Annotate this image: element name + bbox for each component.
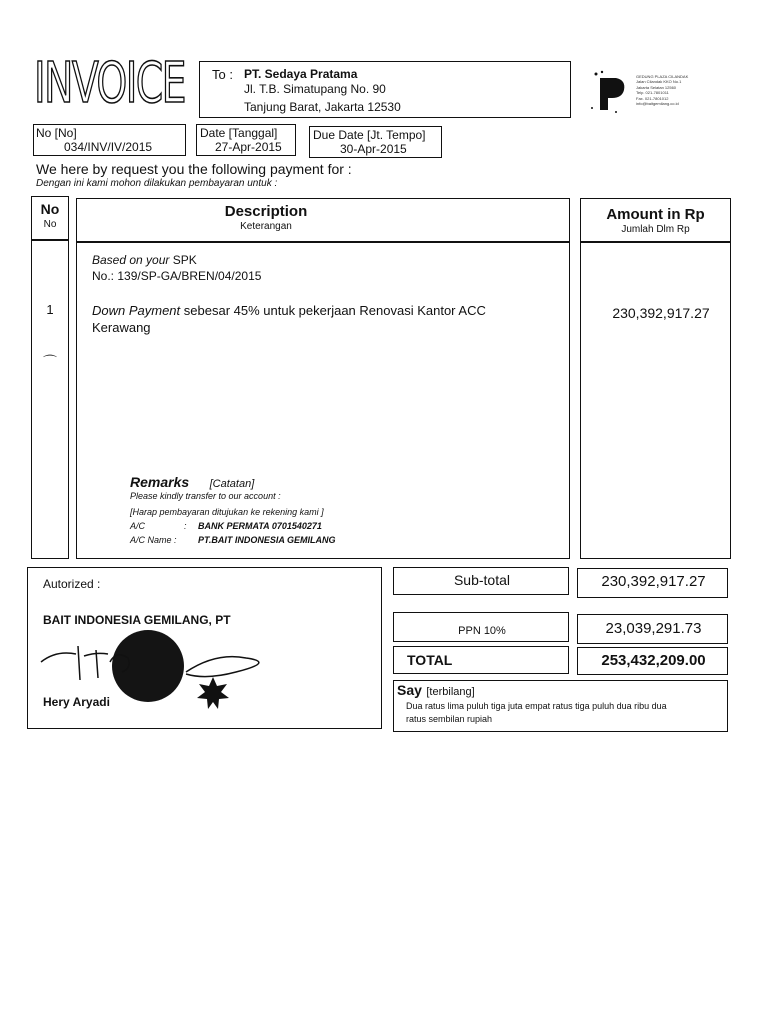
row-description-italic: Down Payment bbox=[92, 303, 181, 318]
remarks-title bbox=[130, 474, 254, 492]
total-value: 253,432,209.00 bbox=[601, 652, 706, 669]
header-divider bbox=[580, 241, 731, 243]
row-number: 1 bbox=[46, 302, 54, 317]
ppn-value-box bbox=[577, 614, 728, 644]
due-date-value: 30-Apr-2015 bbox=[340, 142, 407, 156]
subtotal-value: 230,392,917.27 bbox=[601, 573, 706, 590]
remarks-sublabel: [Catatan] bbox=[209, 478, 255, 490]
intro-text-id: Dengan ini kami mohon dilakukan pembayaran untuk : bbox=[36, 178, 278, 189]
authorized-label: Autorized : bbox=[43, 577, 101, 591]
to-address-1: Jl. T.B. Simatupang No. 90 bbox=[244, 82, 386, 96]
ppn-label: PPN 10% bbox=[458, 625, 506, 637]
logo-line: GEDUNG PLAZA CILANDAK bbox=[636, 74, 689, 79]
subtotal-label-box bbox=[393, 567, 569, 595]
no-column bbox=[31, 196, 69, 559]
to-box bbox=[199, 61, 571, 118]
no-header: No bbox=[40, 201, 60, 217]
description-header: Description bbox=[224, 203, 308, 220]
say-label: Say bbox=[397, 682, 422, 698]
ac-name-label: A/C Name : bbox=[130, 535, 177, 545]
row-amount: 230,392,917.27 bbox=[612, 305, 710, 321]
spk-text: SPK bbox=[172, 253, 197, 267]
logo-line: info@baitgemilang.co.id bbox=[636, 101, 679, 107]
remarks-label: Remarks bbox=[130, 474, 190, 490]
amount-column bbox=[580, 198, 731, 559]
to-address-2: Tanjung Barat, Jakarta 12530 bbox=[244, 100, 401, 114]
total-label-box bbox=[393, 646, 569, 674]
total-value-box bbox=[577, 647, 728, 675]
say-text-line1: Dua ratus lima puluh tiga juta empat ratus tiga puluh dua ribu dua bbox=[406, 701, 667, 711]
spk-reference bbox=[92, 253, 197, 267]
subtotal-label: Sub-total bbox=[453, 572, 511, 588]
spk-number: No.: 139/SP-GA/BREN/04/2015 bbox=[92, 269, 262, 283]
to-label: To : bbox=[212, 67, 233, 82]
date-label: Date [Tanggal] bbox=[200, 126, 278, 140]
remarks-line1: Please kindly transfer to our account : bbox=[130, 491, 281, 501]
invoice-number-label: No [No] bbox=[36, 126, 77, 140]
ac-name-value: PT.BAIT INDONESIA GEMILANG bbox=[198, 535, 336, 545]
date-value: 27-Apr-2015 bbox=[215, 140, 282, 154]
handwritten-mark: ⌒ bbox=[43, 354, 57, 370]
ac-value: BANK PERMATA 0701540271 bbox=[198, 521, 322, 531]
amount-header: Amount in Rp bbox=[606, 206, 705, 223]
say-title bbox=[397, 682, 475, 700]
company-address-block bbox=[636, 74, 732, 106]
date-box bbox=[196, 124, 296, 156]
logo-line: Fax. 021-7801012 bbox=[636, 95, 669, 101]
signer-name: Hery Aryadi bbox=[43, 695, 110, 709]
remarks-line2: [Harap pembayaran ditujukan ke rekening kami ] bbox=[130, 507, 324, 517]
invoice-number-box bbox=[33, 124, 186, 156]
spk-italic: Based on your bbox=[92, 253, 170, 267]
header-divider bbox=[31, 239, 69, 241]
ac-colon: : bbox=[184, 521, 187, 531]
no-subheader: No bbox=[43, 219, 57, 230]
ppn-label-box bbox=[393, 612, 569, 642]
ac-label: A/C bbox=[130, 521, 146, 531]
description-subheader: Keterangan bbox=[240, 221, 292, 232]
total-label: TOTAL bbox=[407, 652, 453, 668]
company-logo-icon bbox=[586, 68, 636, 118]
ppn-value: 23,039,291.73 bbox=[605, 620, 702, 637]
row-description-line2: Kerawang bbox=[92, 320, 151, 335]
row-description-text: sebesar 45% untuk pekerjaan Renovasi Kantor ACC bbox=[183, 303, 486, 318]
say-text-line2: ratus sembilan rupiah bbox=[406, 714, 493, 724]
header-divider bbox=[76, 241, 570, 243]
due-date-label: Due Date [Jt. Tempo] bbox=[313, 128, 426, 142]
intro-text: We here by request you the following payment for : bbox=[36, 161, 352, 177]
subtotal-value-box bbox=[577, 568, 728, 598]
due-date-box bbox=[309, 126, 442, 158]
authorized-company: BAIT INDONESIA GEMILANG, PT bbox=[43, 613, 231, 627]
invoice-number-value: 034/INV/IV/2015 bbox=[64, 140, 153, 154]
amount-subheader: Jumlah Dlm Rp bbox=[621, 224, 690, 235]
logo-line: Jalan Cilandak KKO No.1 bbox=[636, 79, 682, 85]
say-sublabel: [terbilang] bbox=[426, 686, 475, 698]
row-description bbox=[92, 303, 486, 318]
signature-icon bbox=[36, 632, 286, 692]
to-name: PT. Sedaya Pratama bbox=[244, 67, 358, 81]
invoice-title: INVOICE bbox=[34, 51, 185, 116]
say-box bbox=[393, 680, 728, 732]
logo-line: Telp. 021-7801011 bbox=[636, 90, 669, 96]
logo-line: Jakarta Selatan 12560 bbox=[636, 84, 677, 90]
